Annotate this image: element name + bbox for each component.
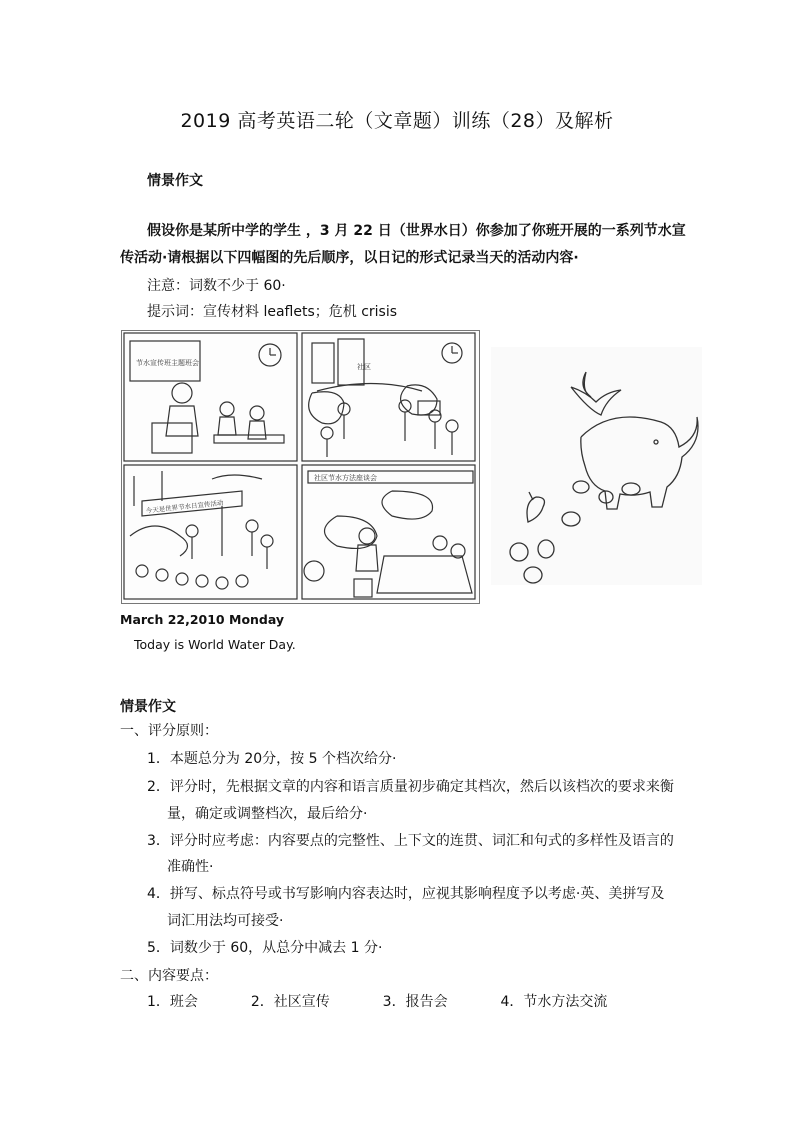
elephant-drawing xyxy=(491,347,702,585)
rule-continuation: 准确性· xyxy=(167,859,214,875)
rule-number: 3． xyxy=(147,833,170,849)
prompt-line-1: 假设你是某所中学的学生 ，3 月 22 日（世界水日）你参加了你班开展的一系列节水宣 xyxy=(147,223,686,239)
page-title: 2019 高考英语二轮（文章题）训练（28）及解析 xyxy=(180,110,614,132)
rule-item xyxy=(147,934,382,962)
rules-title: 一、评分原则： xyxy=(120,723,218,739)
section2-heading: 情景作文 xyxy=(120,699,176,715)
points-title: 二、内容要点： xyxy=(120,968,218,984)
rule-continuation: 词汇用法均可接受· xyxy=(167,913,284,929)
rule-item xyxy=(147,880,664,908)
point-item: 4．节水方法交流 xyxy=(500,994,608,1010)
point-item: 3．报告会 xyxy=(382,994,448,1010)
rule-number: 1． xyxy=(147,751,170,767)
rule-number: 5． xyxy=(147,940,170,956)
rule-text: 拼写、标点符号或书写影响内容表达时，应视其影响程度予以考虑·英、美拼写及 xyxy=(169,886,665,902)
diary-date: March 22,2010 xyxy=(120,612,225,627)
comic-illustration xyxy=(122,331,479,603)
rule-continuation: 量，确定或调整档次，最后给分· xyxy=(167,806,368,822)
rule-item xyxy=(147,773,674,801)
diary-first-line: Today is World Water Day. xyxy=(134,637,296,652)
rule-text: 评分时，先根据文章的内容和语言质量初步确定其档次，然后以该档次的要求来衡 xyxy=(169,779,674,795)
rule-item xyxy=(147,745,396,773)
word-count-note: 注意：词数不少于 60· xyxy=(147,278,286,294)
section-heading: 情景作文 xyxy=(147,173,203,189)
rule-text: 评分时应考虑：内容要点的完整性、上下文的连贯、词汇和句式的多样性及语言的 xyxy=(169,833,674,849)
hint-words: 提示词：宣传材料 leaflets；危机 crisis xyxy=(147,304,398,320)
diary-weekday: Monday xyxy=(229,612,285,627)
point-item: 2．社区宣传 xyxy=(250,994,330,1010)
prompt-line-2: 传活动·请根据以下四幅图的先后顺序，以日记的形式记录当天的活动内容· xyxy=(120,250,579,266)
points-list xyxy=(147,988,607,1016)
panel3-board-text: 今天是世界节水日宣传活动 xyxy=(145,498,224,515)
comic-strip xyxy=(121,330,480,604)
panel1-board-text: 节水宣传班主题班会 xyxy=(136,359,199,367)
panel4-banner-text: 社区节水方法座谈会 xyxy=(314,474,377,482)
rule-number: 2． xyxy=(147,779,170,795)
panel2-sign-text: 社区 xyxy=(357,363,371,371)
rule-item xyxy=(147,827,674,855)
point-item: 1．班会 xyxy=(147,994,198,1010)
elephant-illustration xyxy=(491,347,702,585)
rule-text: 本题总分为 20分，按 5 个档次给分· xyxy=(169,751,397,767)
rule-number: 4． xyxy=(147,886,170,902)
rule-text: 词数少于 60，从总分中减去 1 分· xyxy=(169,940,383,956)
